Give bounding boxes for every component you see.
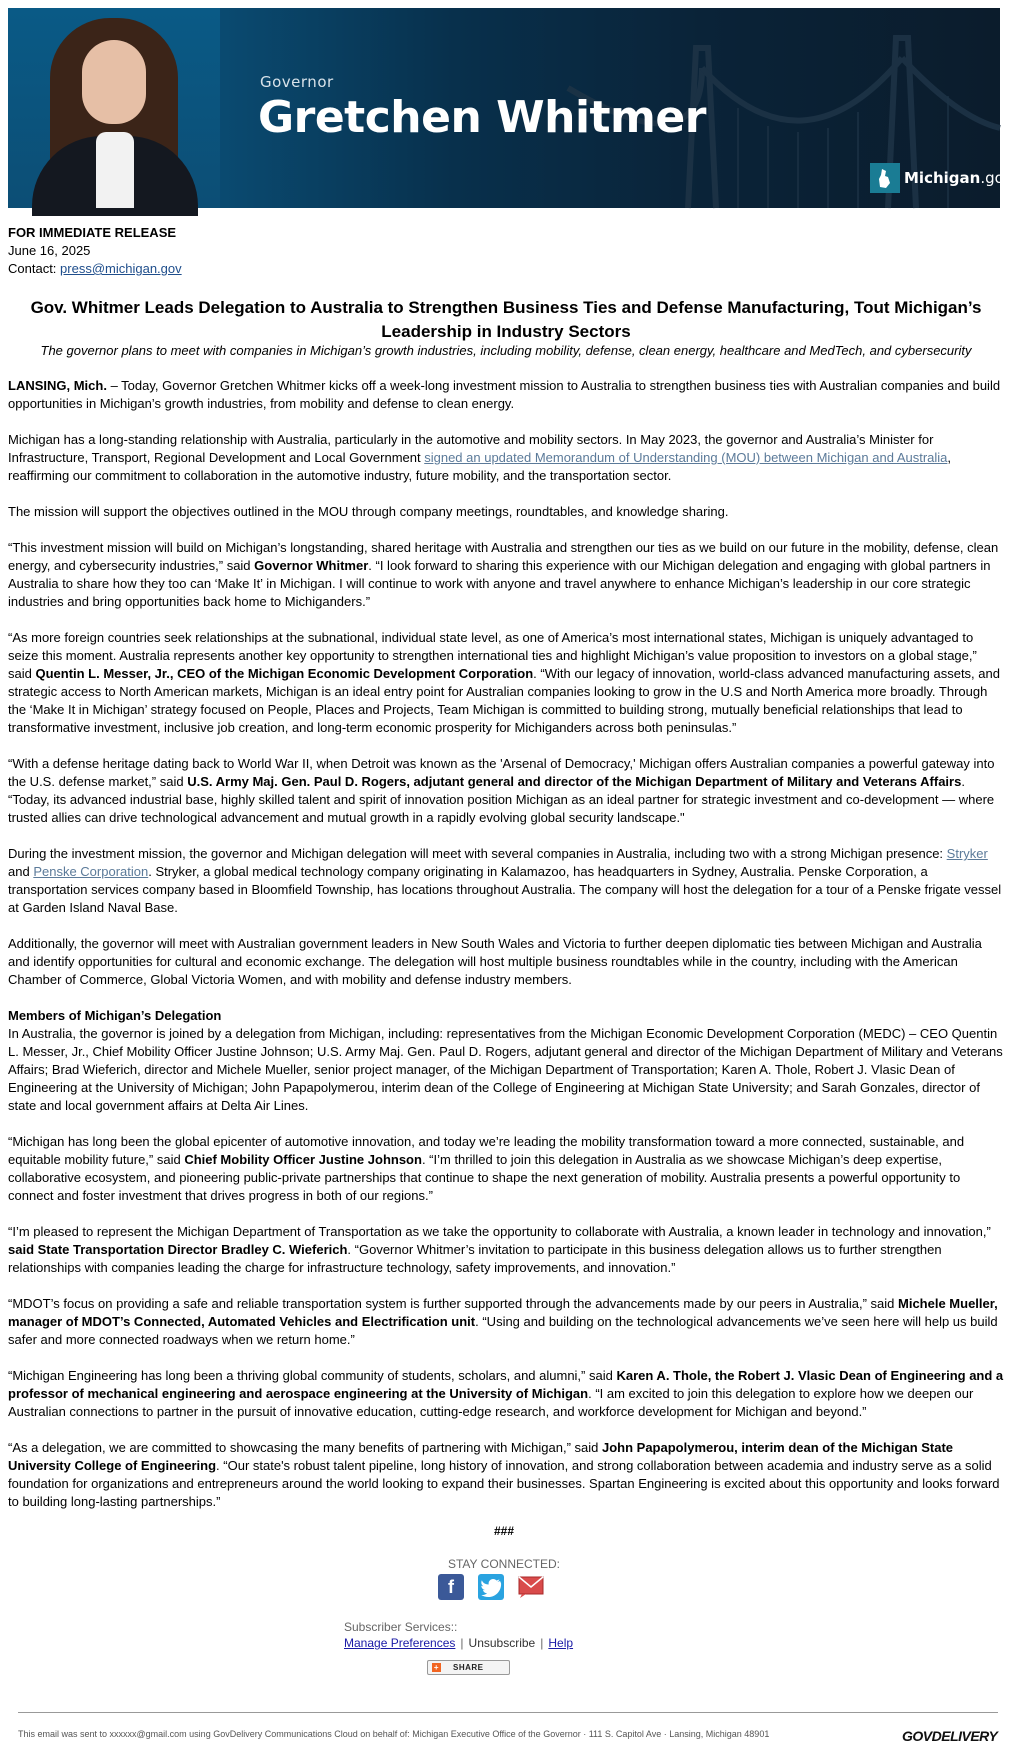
- paragraph: The mission will support the objectives outlined in the MOU through company meetings, roundtables, and knowledge sharing.: [8, 504, 729, 519]
- paragraph: “As a delegation, we are committed to showcasing the many benefits of partnering with Michigan,” said John Papapolymerou, interim dean of the Michigan State University College of Engineering. “Our state's robust talent pipeline, long history of innovation, and strong collaboration between academia and industry serve as a solid foundation for organizations and entrepreneurs around the world looking to expand their businesses. Spartan Engineering is excited about this opportunity and looks forward to building long-lasting partnerships.”: [8, 1440, 1000, 1509]
- subscriber-services: Subscriber Services:: Manage Preferences | Unsubscribe | Help: [344, 1620, 574, 1650]
- paragraph: “Michigan has long been the global epicenter of automotive innovation, and today we’re leading the mobility transformation toward a more connected, sustainable, and equitable mobility future,” said Chief Mobility Officer Justine Johnson. “I’m thrilled to join this delegation in Australia as we showcase Michigan’s deep expertise, collaborative ecosystem, and pioneering public-private partnerships that continue to shape the next generation of mobility. Australia presents a powerful opportunity to connect and foster investment that drives progress in both of our regions.”: [8, 1134, 965, 1203]
- page-title: Gov. Whitmer Leads Delegation to Australia to Strengthen Business Ties and Defense Manufacturing, Tout Michigan’s Leadership in Industry Sectors: [30, 298, 982, 341]
- paragraph: “I’m pleased to represent the Michigan Department of Transportation as we take the opportunity to collaborate with Australia, a known leader in technology and innovation,” said State Transportation Director Bradley C. Wieferich. “Governor Whitmer’s invitation to participate in this business delegation allows us to further strengthen relationships with companies leading the charge for infrastructure technology, safety improvements, and innovation.”: [8, 1224, 991, 1275]
- twitter-icon[interactable]: [478, 1574, 504, 1600]
- facebook-icon[interactable]: f: [438, 1574, 464, 1600]
- paragraph: Michigan has a long-standing relationship with Australia, particularly in the automotive and mobility sectors. In May 2023, the governor and Australia’s Minister for Infrastructure, Transport, Regional Development and Local Government signed an updated Memorandum of Understanding (MOU) between Michigan and Australia, reaffirming our commitment to collaboration in the automotive industry, future mobility, and the transportation sector.: [8, 432, 952, 483]
- governor-portrait: [8, 8, 220, 208]
- social-links: [438, 1574, 544, 1600]
- mou-link[interactable]: signed an updated Memorandum of Understanding (MOU) between Michigan and Australia: [424, 450, 948, 465]
- logo-text-thin: .gov: [980, 169, 1013, 187]
- penske-link[interactable]: Penske Corporation: [33, 864, 149, 879]
- header-governor-label: Governor: [260, 73, 334, 91]
- contact-email-link[interactable]: press@michigan.gov: [60, 261, 182, 276]
- paragraph: Members of Michigan’s Delegation In Australia, the governor is joined by a delegation from Michigan, including: representatives from the Michigan Economic Development Corporation (MEDC) – CEO Quentin L. Messer, Jr., Chief Mobility Officer Justine Johnson; U.S. Army Maj. Gen. Paul D. Rogers, adjutant general and director of the Michigan Department of Military and Veterans Affairs; Brad Wieferich, director and Michele Mueller, senior project manager, of the Michigan Department of Transportation; Karen A. Thole, Robert J. Vlasic Dean of Engineering at the University of Michigan; John Papapolymerou, interim dean of the College of Engineering at Michigan State University; and Sarah Gonzales, director of state and local government affairs at Delta Air Lines.: [8, 1008, 1003, 1113]
- stay-connected-label: STAY CONNECTED:: [447, 1557, 560, 1571]
- section-heading: Members of Michigan’s Delegation: [8, 1008, 222, 1023]
- paragraph: “MDOT’s focus on providing a safe and reliable transportation system is further supported through the advancements made by our peers in Australia,” said Michele Mueller, manager of MDOT’s Connected, Automated Vehicles and Electrification unit. “Using and building on the technological advancements we’ve seen here will help us build safer and more connected roadways when we return home.”: [8, 1296, 998, 1347]
- subscriber-services-label: Subscriber Services::: [344, 1620, 458, 1634]
- release-meta: [8, 224, 182, 278]
- paragraph: “With a defense heritage dating back to World War II, when Detroit was known as the 'Arsenal of Democracy,' Michigan offers Australian companies a powerful gateway into the U.S. defense market,” said U.S. Army Maj. Gen. Paul D. Rogers, adjutant general and director of the Michigan Department of Military and Veterans Affairs. “Today, its advanced industrial base, highly skilled talent and spirit of innovation position Michigan as an ideal partner for strategic investment and co-development — where trusted allies can drive technological advancement and mutual growth in a rapidly evolving global security landscape.": [8, 756, 995, 825]
- contact-label: Contact:: [8, 261, 57, 276]
- release-label: FOR IMMEDIATE RELEASE: [8, 225, 177, 240]
- govdelivery-logo[interactable]: GOVDELIVERY: [902, 1728, 998, 1744]
- paragraph: During the investment mission, the governor and Michigan delegation will meet with several companies in Australia, including two with a strong Michigan presence: Stryker and Penske Corporation. Stryker, a global medical technology company originating in Kalamazoo, has headquarters in Sydney, Australia. Penske Corporation, a transportation services company based in Bloomfield Township, has locations throughout Australia. The company will host the delegation for a tour of a Penske frigate vessel at Garden Island Naval Base.: [8, 846, 1002, 915]
- stryker-link[interactable]: Stryker: [946, 846, 988, 861]
- paragraph: “Michigan Engineering has long been a thriving global community of students, scholars, and alumni,” said Karen A. Thole, the Robert J. Vlasic Dean of Engineering and a professor of mechanical engineering and aerospace engineering at the University of Michigan. “I am excited to join this delegation to explore how we deepen our Australian connections to partner in the pursuit of innovative education, cutting-edge research, and workforce development for Michigan and beyond.”: [8, 1368, 1004, 1419]
- help-link[interactable]: Help: [548, 1636, 574, 1650]
- paragraph: “As more foreign countries seek relationships at the subnational, individual state level, as one of America’s most international states, Michigan is uniquely advantaged to seize this moment. Australia represents another key opportunity to strengthen international ties and highlight Michigan’s value proposition to investors on a global stage,” said Quentin L. Messer, Jr., CEO of the Michigan Economic Development Corporation. “With our legacy of innovation, world-class advanced manufacturing assets, and strategic access to North American markets, Michigan is an ideal entry point for Australian companies looking to grow in the U.S and North America more broadly. Through the ‘Make It in Michigan’ strategy focused on People, Places and Projects, Team Michigan is committed to building strong, mutually beneficial relationships that lead to transformative investment, inclusive job creation, and long-term economic prosperity for Michiganders across both peninsulas.”: [8, 630, 1000, 735]
- michigan-map-icon: [870, 163, 900, 193]
- logo-text-bold: Michigan: [904, 169, 981, 187]
- page-subtitle: The governor plans to meet with companies in Michigan’s growth industries, including mobility, defense, clean energy, healthcare and MedTech, and cybersecurity: [40, 343, 972, 358]
- footer-text: This email was sent to xxxxxx@gmail.com using GovDelivery Communications Cloud on behalf of: Michigan Executive Office of the Governor · 111 S. Capitol Ave · Lansing, Michigan 48901: [18, 1729, 770, 1739]
- paragraph: Additionally, the governor will meet with Australian government leaders in New South Wales and Victoria to further deepen diplomatic ties between Michigan and Australia and identify opportunities for cultural and economic exchange. The delegation will host multiple business roundtables while in the country, including with the American Chamber of Commerce, Global Victoria Women, and with mobility and defense industry members.: [8, 936, 982, 987]
- dateline: LANSING, Mich.: [8, 378, 107, 393]
- michigan-gov-logo[interactable]: [870, 162, 1013, 194]
- paragraph: LANSING, Mich. – Today, Governor Gretchen Whitmer kicks off a week-long investment mission to Australia to strengthen business ties with Australian companies and build opportunities in Michigan’s growth industries, from mobility and defense to clean energy.: [8, 378, 1001, 411]
- release-date: June 16, 2025: [8, 243, 91, 258]
- end-mark: ###: [493, 1524, 515, 1538]
- share-label: SHARE: [453, 1663, 484, 1672]
- unsubscribe-link[interactable]: Unsubscribe: [468, 1636, 536, 1650]
- article-body: [8, 377, 1004, 1529]
- header-banner: [8, 8, 1013, 208]
- header-governor-name: Gretchen Whitmer: [258, 92, 706, 143]
- footer-divider: [18, 1712, 998, 1713]
- manage-preferences-link[interactable]: Manage Preferences: [344, 1636, 456, 1650]
- paragraph: “This investment mission will build on Michigan’s longstanding, shared heritage with Australia and strengthen our ties as we build on our future in the mobility, defense, clean energy, and cybersecurity industries,” said Governor Whitmer. “I look forward to sharing this experience with our Michigan delegation and engaging with global partners in Australia to share how they too can ‘Make It’ in Michigan. I will continue to work with anyone and travel anywhere to enhance Michigan’s leadership in our core strategic industries and bring opportunities back home to Michiganders.”: [8, 540, 999, 609]
- email-icon[interactable]: [518, 1574, 544, 1600]
- plus-icon: +: [433, 1663, 440, 1672]
- share-button[interactable]: [427, 1660, 510, 1675]
